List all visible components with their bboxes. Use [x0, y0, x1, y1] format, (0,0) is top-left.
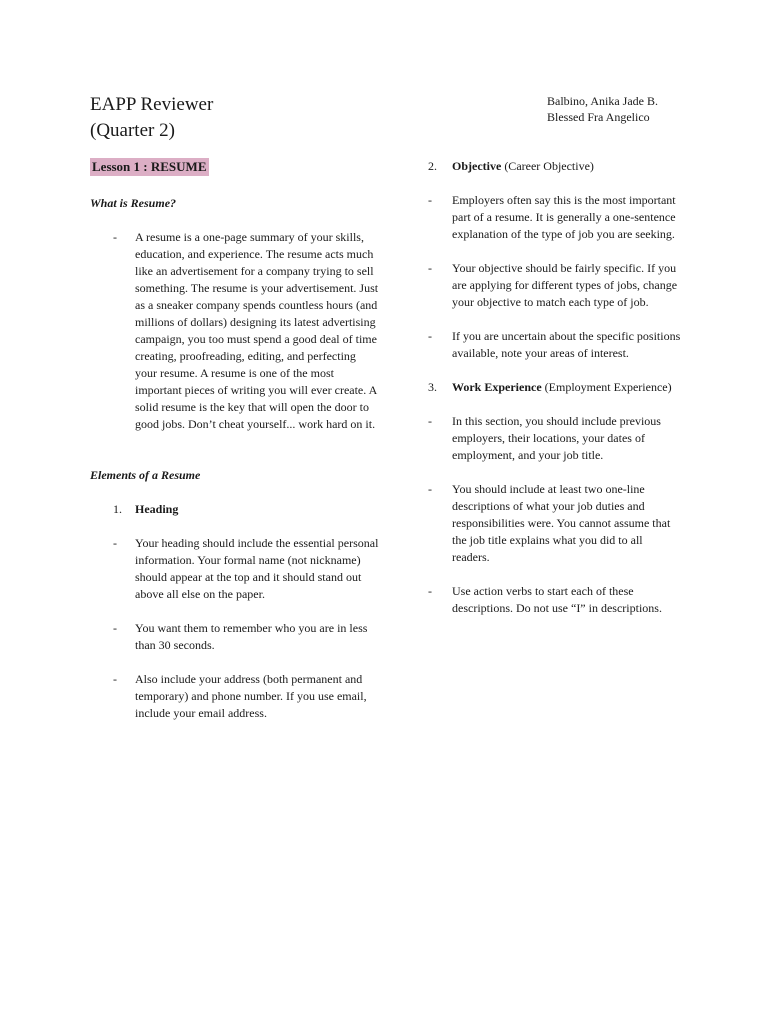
element-item-heading [90, 501, 380, 518]
objective-bullet [428, 328, 683, 362]
bullet-text: Also include your address (both permanent and temporary) and phone number. If you use email, include your email address. [135, 672, 367, 720]
objective-bullet [428, 192, 683, 243]
item-number: 1. [113, 502, 122, 516]
left-column [90, 158, 380, 722]
bullet-text: A resume is a one-page summary of your skills, education, and experience. The resume acts much like an advertisement for a company trying to sell something. The resume is your advertisement. Just as a sneaker company spends countless hours (and millions of dollars) designing its latest advertising campaign, you too must spend a good deal of time creating, proofreading, editing, and perfecting your resume. A resume is one of the most important pieces of writing you will ever create. A solid resume is the key that will open the door to good jobs. Don’t cheat yourself... work hard on it. [135, 230, 379, 431]
item-title: Work Experience [452, 380, 542, 394]
work-experience-bullet [428, 583, 683, 617]
bullet-dash: - [428, 193, 432, 207]
bullet-text: Use action verbs to start each of these descriptions. Do not use “I” in descriptions. [452, 584, 662, 615]
author-section: Blessed Fra Angelico [547, 110, 650, 124]
what-is-resume-bullet [90, 229, 380, 433]
objective-bullet [428, 260, 683, 311]
author-name: Balbino, Anika Jade B. [547, 94, 658, 108]
heading-bullet [90, 535, 380, 603]
bullet-dash: - [428, 584, 432, 598]
work-experience-bullet [428, 481, 683, 566]
heading-bullet [90, 620, 380, 654]
item-title: Heading [135, 502, 179, 516]
heading-bullet [90, 671, 380, 722]
lesson-heading: Lesson 1 : RESUME [92, 159, 207, 174]
bullet-text: In this section, you should include previous employers, their locations, your dates of employment, and your job title. [452, 414, 661, 462]
element-item-objective [428, 158, 683, 175]
bullet-dash: - [113, 536, 117, 550]
title-line-1: EAPP Reviewer [90, 94, 214, 115]
bullet-text: Employers often say this is the most important part of a resume. It is generally a one-sentence explanation of the type of job you are seeking. [452, 193, 676, 241]
bullet-dash: - [428, 261, 432, 275]
document-title [90, 92, 213, 144]
item-number: 3. [428, 380, 437, 394]
bullet-text: You should include at least two one-line descriptions of what your job duties and responsibilities were. You cannot assume that the job title explains what you did to all readers. [452, 482, 671, 564]
work-experience-bullet [428, 413, 683, 464]
item-number: 2. [428, 159, 437, 173]
bullet-dash: - [428, 482, 432, 496]
author-block [547, 93, 658, 125]
bullet-dash: - [113, 621, 117, 635]
right-column [428, 158, 683, 617]
bullet-text: You want them to remember who you are in less than 30 seconds. [135, 621, 368, 652]
bullet-text: Your heading should include the essential personal information. Your formal name (not nickname) should appear at the top and it should stand out above all else on the paper. [135, 536, 379, 601]
element-item-work-experience [428, 379, 683, 396]
bullet-dash: - [113, 230, 117, 244]
title-line-2: (Quarter 2) [90, 120, 175, 141]
elements-heading: Elements of a Resume [90, 468, 201, 482]
item-title: Objective [452, 159, 502, 173]
item-subtitle: (Career Objective) [504, 159, 594, 173]
item-subtitle: (Employment Experience) [544, 380, 672, 394]
bullet-text: Your objective should be fairly specific. If you are applying for different types of jobs, change your objective to match each type of job. [452, 261, 678, 309]
bullet-dash: - [428, 414, 432, 428]
bullet-text: If you are uncertain about the specific positions available, note your areas of interest. [452, 329, 681, 360]
what-is-resume-heading: What is Resume? [90, 196, 177, 210]
bullet-dash: - [113, 672, 117, 686]
bullet-dash: - [428, 329, 432, 343]
